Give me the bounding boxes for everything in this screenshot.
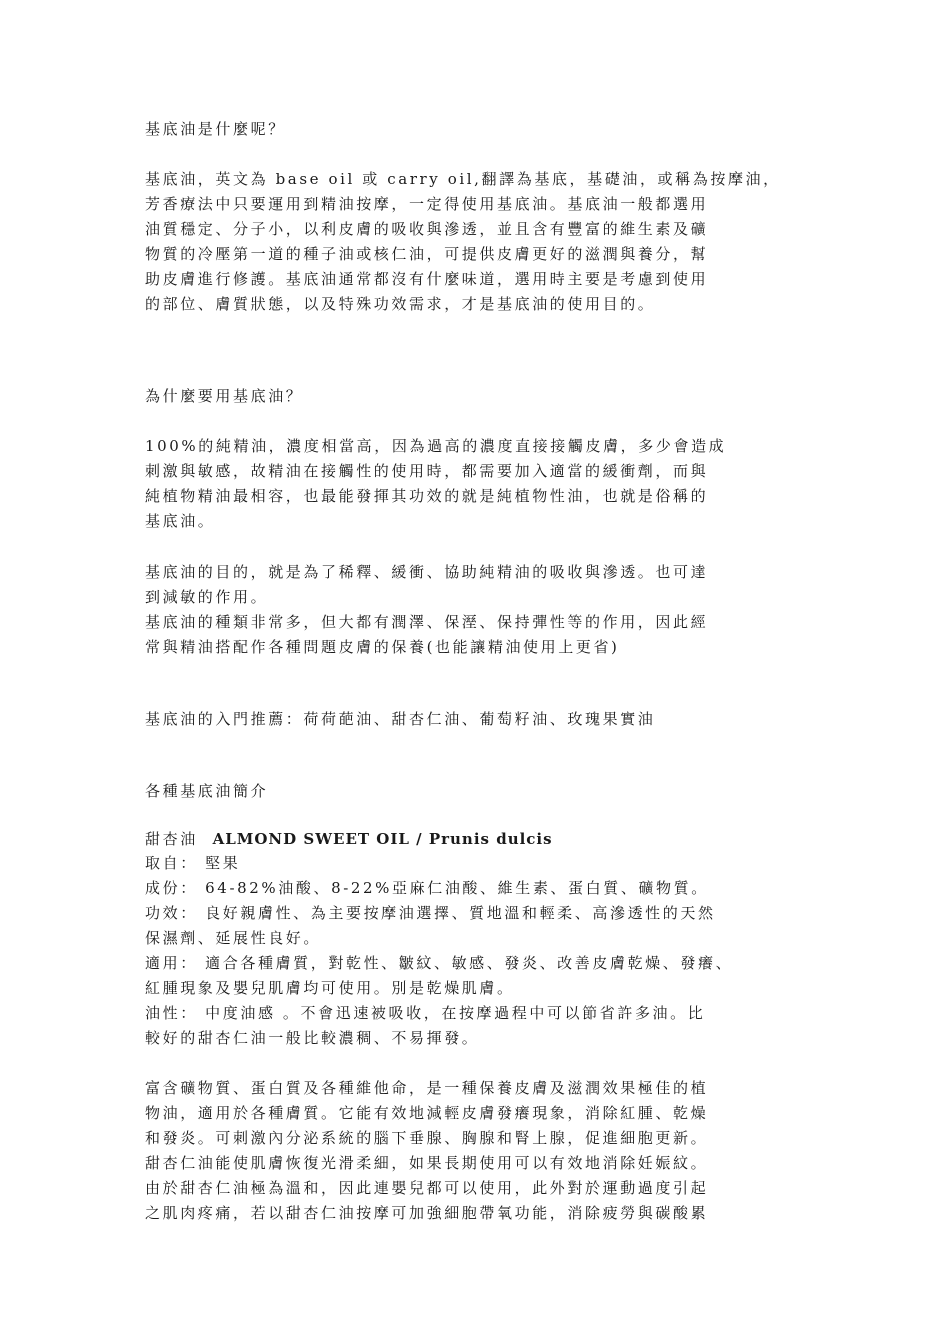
paragraph-line: 基底油，英文為 base oil 或 carry oil,翻譯為基底，基礎油，或稱為按摩油，: [145, 170, 781, 188]
oil-attribute-line: 油性： 中度油感 。不會迅速被吸收，在按摩過程中可以節省許多油。比: [145, 1004, 706, 1022]
paragraph-line: 物油，適用於各種膚質。它能有效地減輕皮膚發癢現象，消除紅腫、乾燥: [145, 1104, 709, 1122]
oil-attribute-line: 保濕劑、延展性良好。: [145, 929, 322, 947]
paragraph-line: 助皮膚進行修護。基底油通常都沒有什麼味道，選用時主要是考慮到使用: [145, 270, 709, 288]
paragraph-line: 純植物精油最相容，也最能發揮其功效的就是純植物性油，也就是俗稱的: [145, 487, 709, 505]
paragraph-line: 物質的冷壓第一道的種子油或核仁油，可提供皮膚更好的滋潤與養分，幫: [145, 245, 709, 263]
paragraph-line: 油質穩定、分子小，以利皮膚的吸收與滲透，並且含有豐富的維生素及礦: [145, 220, 709, 238]
oil-name-en: ALMOND SWEET OIL / Prunis dulcis: [212, 830, 553, 848]
oil-attribute-line: 成份： 64-82%油酸、8-22%亞麻仁油酸、維生素、蛋白質、礦物質。: [145, 879, 709, 897]
section-title-intro: 各種基底油簡介: [145, 782, 269, 800]
paragraph-line: 之肌肉疼痛，若以甜杏仁油按摩可加強細胞帶氧功能，消除疲勞與碳酸累: [145, 1204, 709, 1222]
oil-attribute-line: 紅腫現象及嬰兒肌膚均可使用。別是乾燥肌膚。: [145, 979, 515, 997]
paragraph-line: 基底油的種類非常多，但大都有潤澤、保溼、保持彈性等的作用，因此經: [145, 613, 709, 631]
oil-name-cn: 甜杏油: [145, 830, 198, 848]
paragraph-line: 甜杏仁油能使肌膚恢復光滑柔細，如果長期使用可以有效地消除妊娠紋。: [145, 1154, 709, 1172]
paragraph-line: 的部位、膚質狀態，以及特殊功效需求，才是基底油的使用目的。: [145, 295, 656, 313]
paragraph-line: 富含礦物質、蛋白質及各種維他命，是一種保養皮膚及滋潤效果極佳的植: [145, 1079, 709, 1097]
oil-attribute-line: 功效： 良好親膚性、為主要按摩油選擇、質地溫和輕柔、高滲透性的天然: [145, 904, 716, 922]
paragraph-line: 芳香療法中只要運用到精油按摩，一定得使用基底油。基底油一般都選用: [145, 195, 709, 213]
paragraph-line: 和發炎。可刺激內分泌系統的腦下垂腺、胸腺和腎上腺，促進細胞更新。: [145, 1129, 709, 1147]
oil-attribute-line: 較好的甜杏仁油一般比較濃稠、不易揮發。: [145, 1029, 480, 1047]
recommendation-line: 基底油的入門推薦：荷荷葩油、甜杏仁油、葡萄籽油、玫瑰果實油: [145, 710, 656, 728]
paragraph-line: 基底油的目的，就是為了稀釋、緩衝、協助純精油的吸收與滲透。也可達: [145, 563, 709, 581]
paragraph-line: 到減敏的作用。: [145, 588, 269, 606]
section-title-why: 為什麼要用基底油？: [145, 387, 304, 405]
oil-attribute-line: 適用： 適合各種膚質，對乾性、皺紋、敏感、發炎、改善皮膚乾燥、發癢、: [145, 954, 734, 972]
section-title-what: 基底油是什麼呢？: [145, 120, 286, 138]
paragraph-line: 刺激與敏感，故精油在接觸性的使用時，都需要加入適當的緩衝劑，而與: [145, 462, 709, 480]
oil-attribute-line: 取自： 堅果: [145, 854, 241, 872]
oil-heading: [145, 827, 553, 851]
paragraph-line: 100%的純精油，濃度相當高，因為過高的濃度直接接觸皮膚，多少會造成: [145, 437, 727, 455]
paragraph-line: 基底油。: [145, 512, 216, 530]
paragraph-line: 由於甜杏仁油極為溫和，因此連嬰兒都可以使用，此外對於運動過度引起: [145, 1179, 709, 1197]
paragraph-line: 常與精油搭配作各種問題皮膚的保養(也能讓精油使用上更省): [145, 638, 620, 656]
